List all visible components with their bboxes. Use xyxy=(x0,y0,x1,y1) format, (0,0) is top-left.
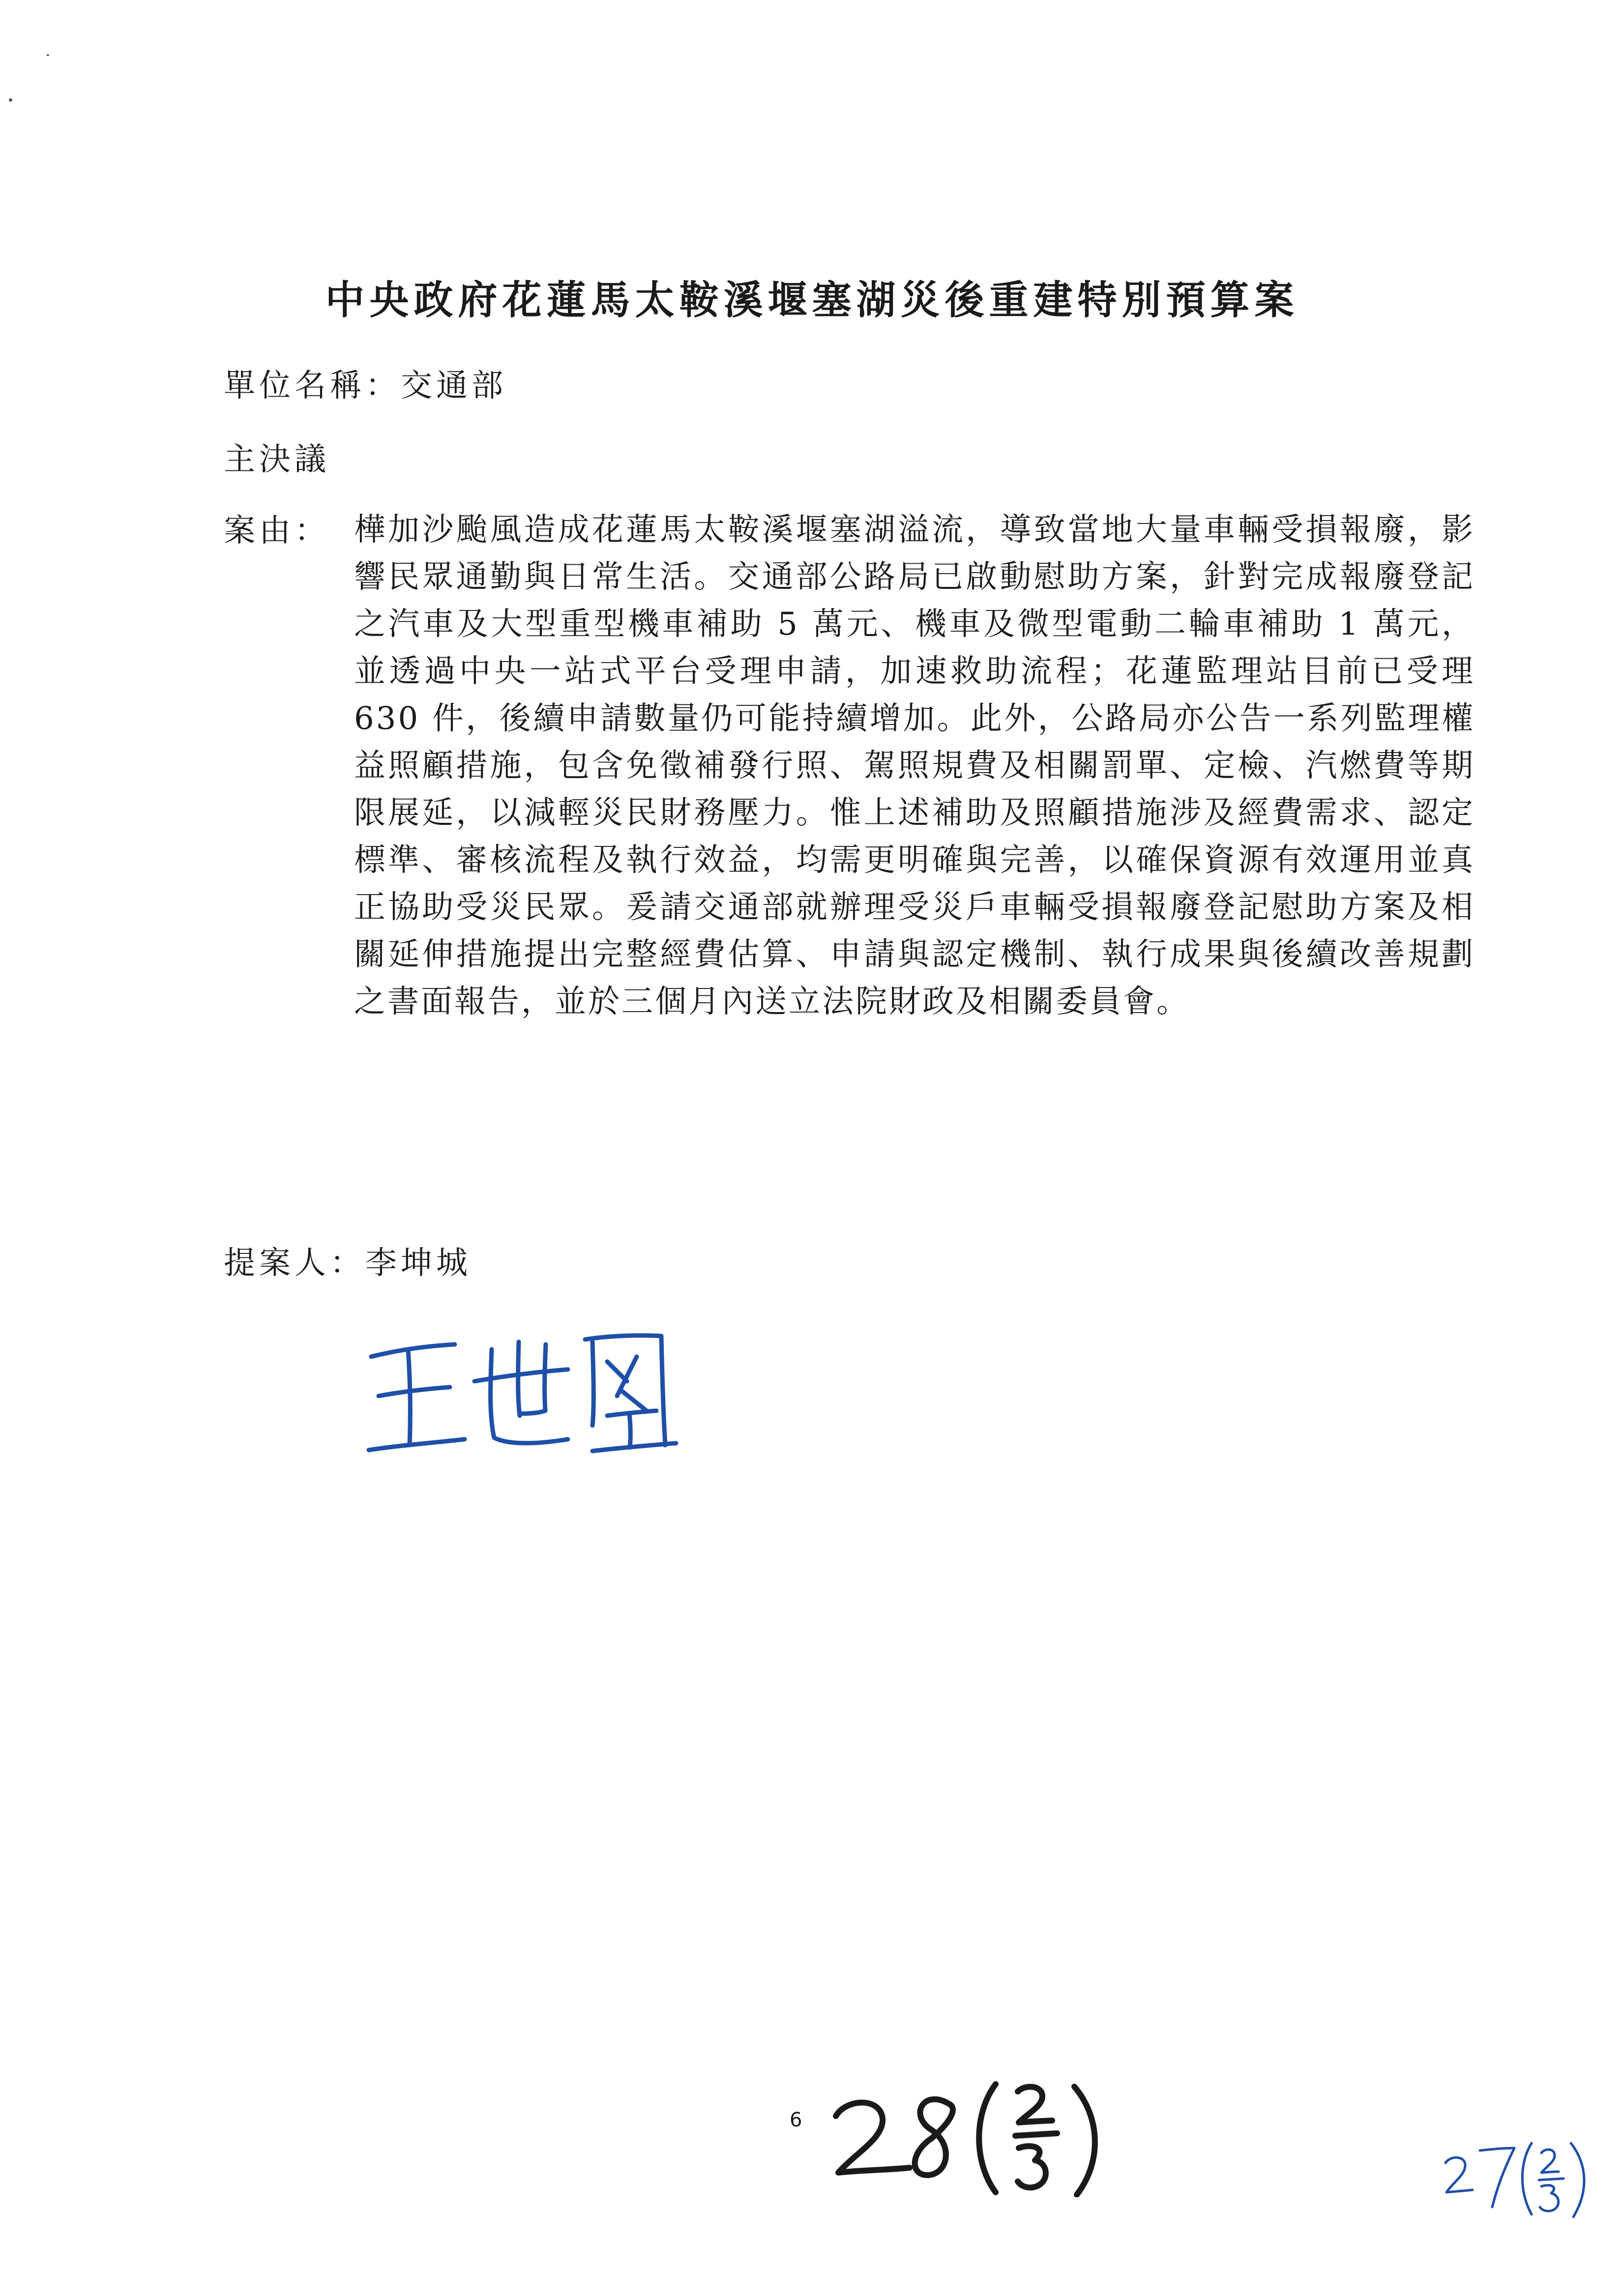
scan-speck xyxy=(47,54,49,56)
handwritten-signature xyxy=(361,1322,686,1465)
case-text: 樺加沙颱風造成花蓮馬太鞍溪堰塞湖溢流，導致當地大量車輛受損報廢，影響民眾通勤與日常生活。交通部公路局已啟動慰助方案，針對完成報廢登記之汽車及大型重型機車補助 5 萬元、機車及微型電動二輪車補助 1 萬元，並透過中央一站式平台受理申請，加速救助流程；花蓮監理站目前已受理 630 件，後續申請數量仍可能持續增加。此外，公路局亦公告一系列監理權益照顧措施，包含免徵補發行照、駕照規費及相關罰單、定檢、汽燃費等期限展延，以減輕災民財務壓力。惟上述補助及照顧措施涉及經費需求、認定標準、審核流程及執行效益，均需更明確與完善，以確保資源有效運用並真正協助受災民眾。爰請交通部就辦理受災戶車輛受損報廢登記慰助方案及相關延伸措施提出完整經費估算、申請與認定機制、執行成果與後續改善規劃之書面報告，並於三個月內送立法院財政及相關委員會。 xyxy=(354,512,1475,1020)
unit-line: 單位名稱：交通部 xyxy=(224,368,507,404)
scan-speck xyxy=(9,98,12,102)
document-title: 中央政府花蓮馬太鞍溪堰塞湖災後重建特別預算案 xyxy=(325,277,1299,323)
handwritten-page-mark xyxy=(826,2069,1131,2197)
case-label: 案由： xyxy=(224,513,330,549)
handwritten-small-mark xyxy=(1441,2128,1603,2222)
proposer-line: 提案人：李坤城 xyxy=(224,1245,472,1281)
page-number: 6 xyxy=(790,2109,802,2131)
resolution-type: 主決議 xyxy=(224,441,330,478)
